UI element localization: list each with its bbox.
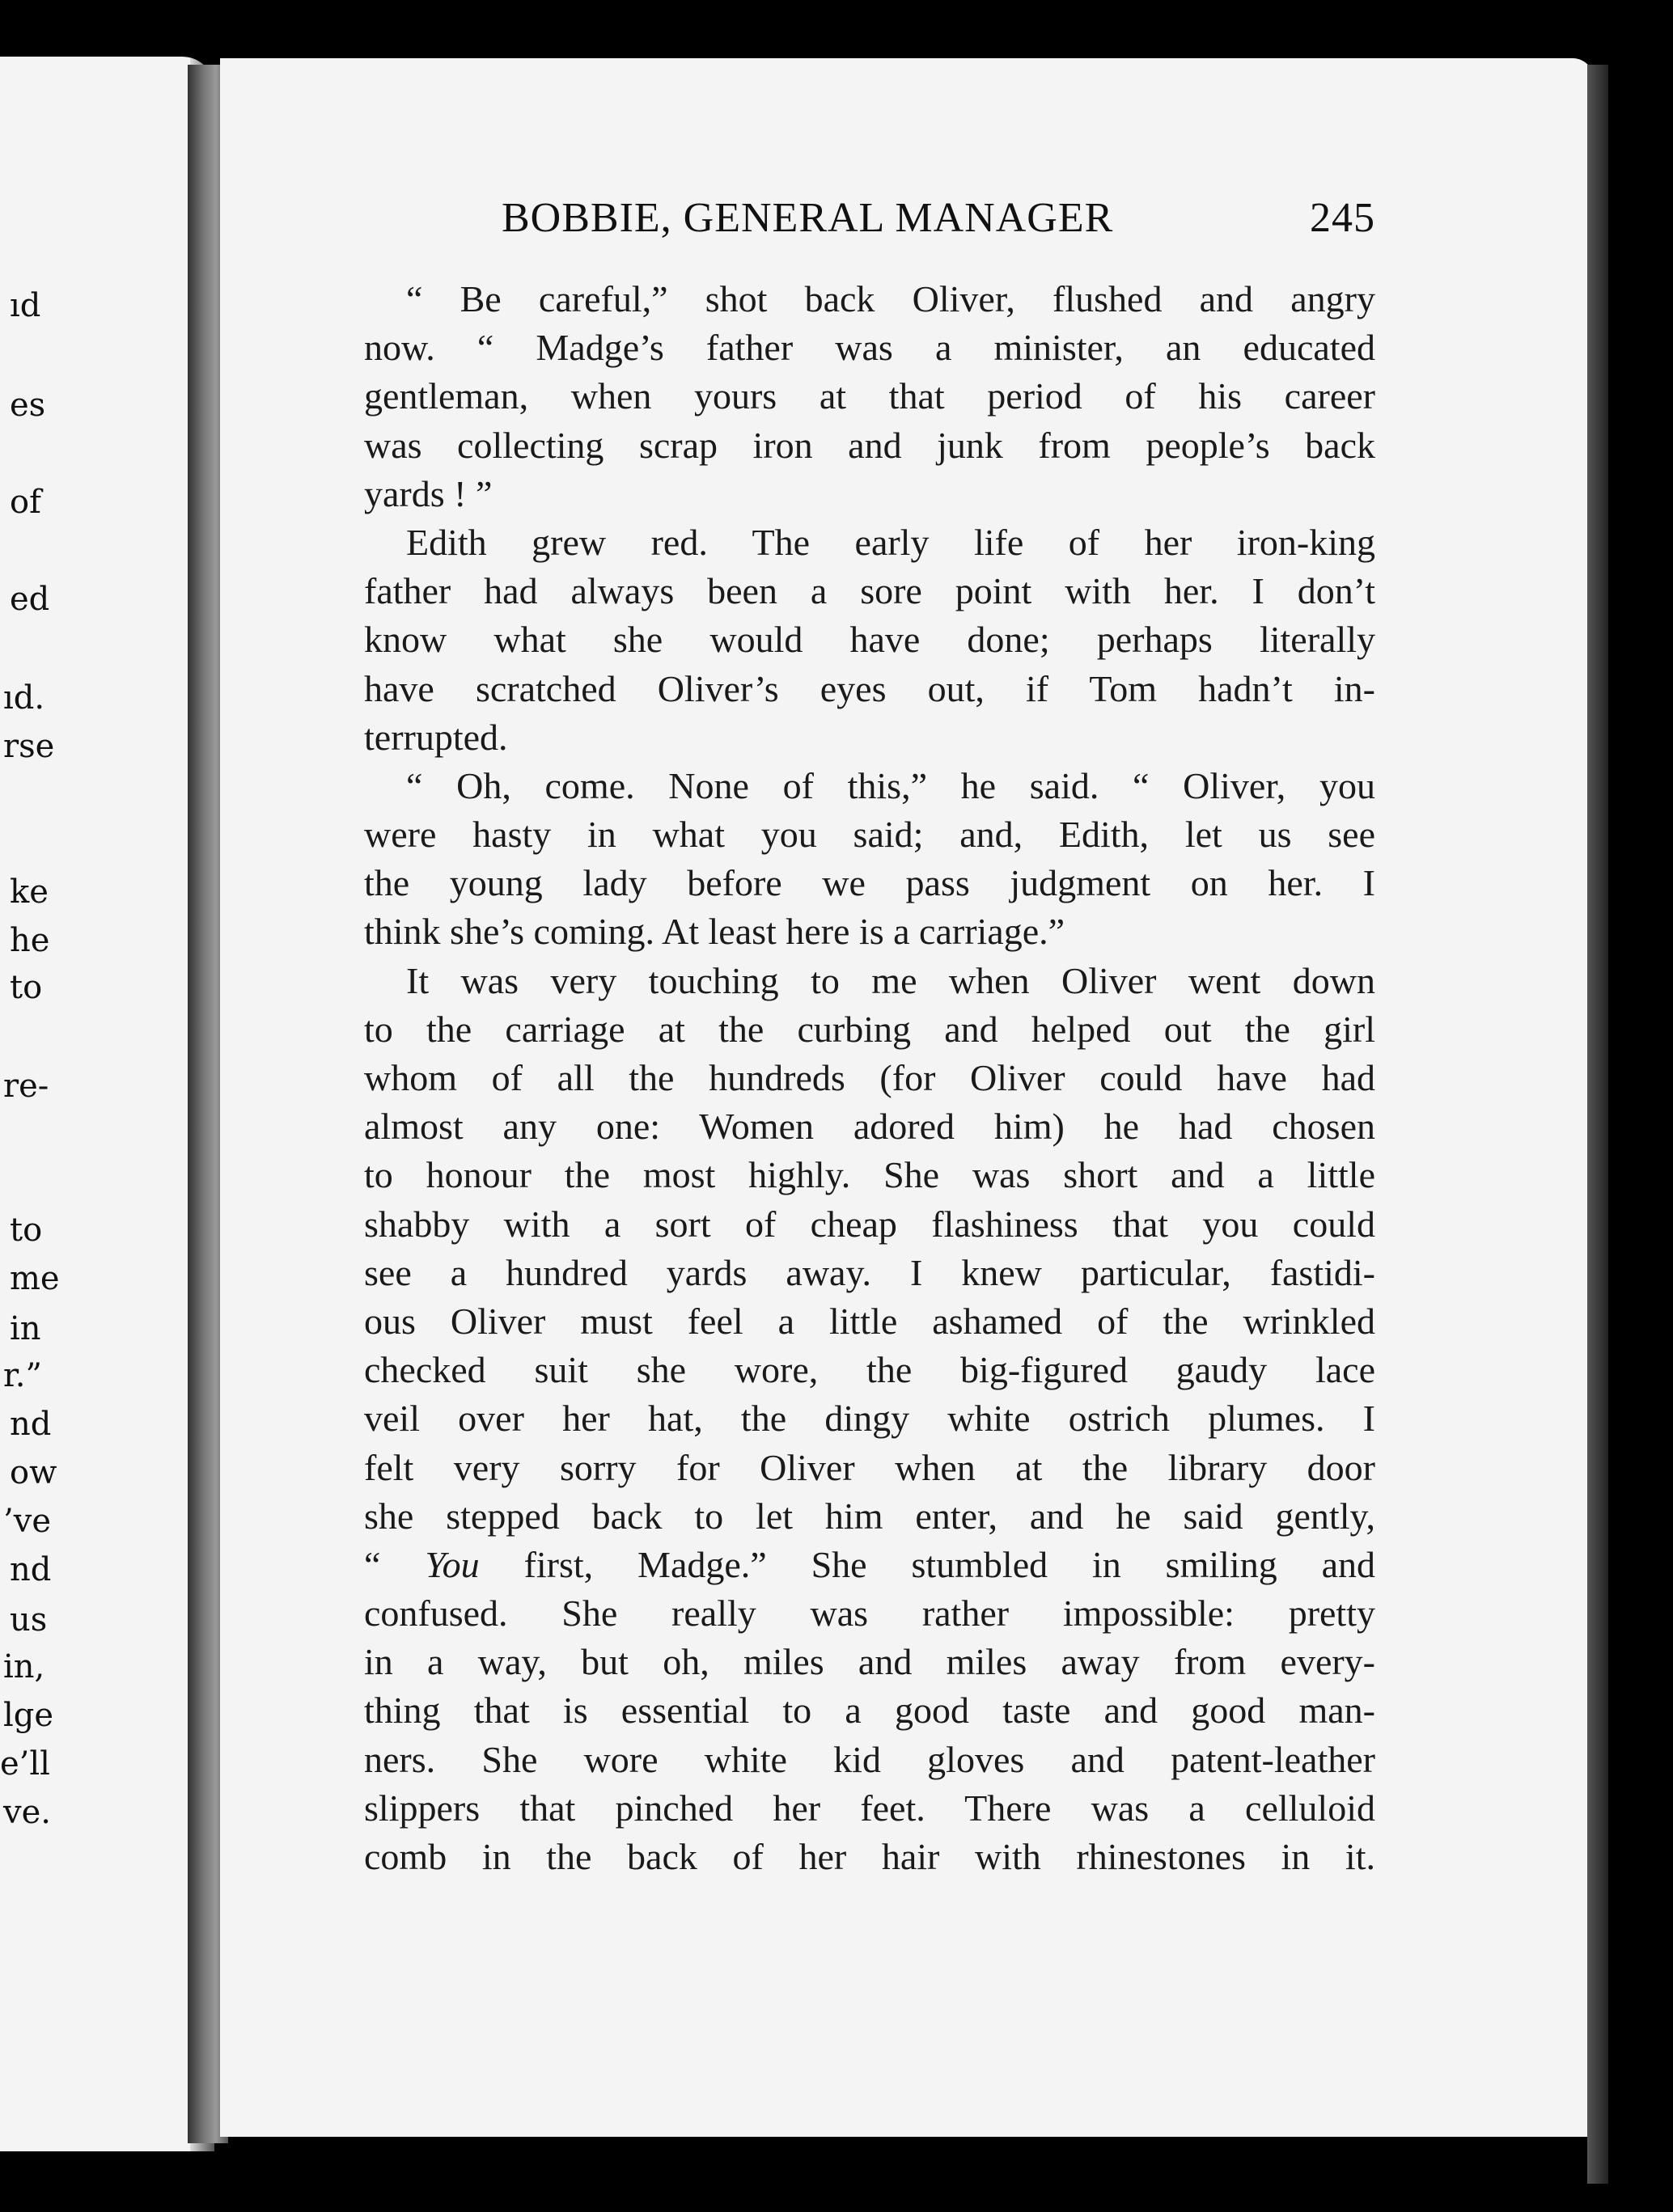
text-line: checked suit she wore, the big-figured gaudy lace [364,1349,1375,1391]
text-line: have scratched Oliver’s eyes out, if Tom hadn’t in- [364,667,1375,709]
facing-page-fragment: ıd. [3,679,45,717]
facing-page-fragment: lge [3,1697,54,1734]
text-run: “ [364,1543,426,1585]
facing-page-fragment: to [10,969,43,1006]
text-line: ous Oliver must feel a little ashamed of the wrinkled [364,1300,1375,1342]
text-line: felt very sorry for Oliver when at the library door [364,1446,1375,1488]
text-run: first, Madge.” She stumbled in smiling and [479,1543,1375,1585]
text-line: whom of all the hundreds (for Oliver could have had [364,1057,1375,1098]
text-line: slippers that pinched her feet. There was a celluloid [364,1787,1375,1829]
facing-page-fragment: in, [3,1648,45,1685]
text-line: ners. She wore white kid gloves and patent-leather [364,1738,1375,1780]
text-line: know what she would have done; perhaps literally [364,619,1375,661]
facing-page-fragment: to [10,1212,43,1249]
text-line: was collecting scrap iron and junk from people’s back [364,424,1375,466]
facing-page-fragment: es [10,387,46,424]
text-line: confused. She really was rather impossible: pretty [364,1592,1375,1635]
text-line: “ Be careful,” shot back Oliver, flushed and angry [406,278,1375,319]
facing-page-fragment: ve. [3,1794,51,1831]
text-line: see a hundred yards away. I knew particular, fastidi- [364,1251,1375,1293]
facing-page-fragment: e’ll [0,1745,50,1783]
facing-page-fragment: re- [3,1068,49,1105]
text-line: think she’s coming. At least here is a carriage.” [364,911,1065,953]
facing-page [0,57,214,2151]
text-line: father had always been a sore point with her. I don’t [364,570,1375,612]
text-line: were hasty in what you said; and, Edith, let us see [364,814,1375,856]
facing-page-fragment: ow [10,1454,57,1491]
text-line: the young lady before we pass judgment on her. I [364,862,1375,904]
text-line: veil over her hat, the dingy white ostrich plumes. I [364,1398,1375,1440]
facing-page-fragment: nd [10,1406,52,1443]
italic-word: You [425,1543,480,1585]
facing-page-fragment: of [10,484,41,521]
text-line: now. “ Madge’s father was a minister, an educated [364,327,1375,369]
text-line: shabby with a sort of cheap flashiness that you could [364,1203,1375,1245]
facing-page-fragment: in [10,1310,41,1347]
text-line: thing that is essential to a good taste and good man- [364,1690,1375,1732]
text-line: to honour the most highly. She was short and a little [364,1154,1375,1196]
facing-page-fragment: ıd [10,287,41,324]
text-line: terrupted. [364,716,508,758]
facing-page-fragment: ke [10,873,49,911]
facing-page-fragment: ed [10,581,50,618]
text-line: Edith grew red. The early life of her iron-king [406,521,1375,563]
text-line: almost any one: Women adored him) he had chosen [364,1106,1375,1148]
text-line: comb in the back of her hair with rhinestones in it. [364,1836,1375,1877]
facing-page-fragment: ’ve [3,1503,51,1540]
facing-page-fragment: nd [10,1551,52,1588]
text-line: yards ! ” [364,472,493,514]
facing-page-fragment: r.” [3,1357,42,1394]
text-line: she stepped back to let him enter, and he said gently, [364,1495,1375,1537]
facing-page-fragment: he [10,922,50,959]
facing-page-fragment: us [10,1601,48,1639]
running-head [502,194,1375,243]
page-body-text [364,275,1375,1881]
text-line: It was very touching to me when Oliver went down [406,959,1375,1001]
text-line: to the carriage at the curbing and helped out the girl [364,1008,1375,1050]
page-edge-shadow [1587,65,1608,2184]
text-line: gentleman, when yours at that period of his career [364,375,1375,417]
page-number: 245 [1310,195,1375,241]
facing-page-fragment: me [10,1260,60,1297]
running-title: BOBBIE, GENERAL MANAGER [502,195,1114,241]
text-line: in a way, but oh, miles and miles away from every- [364,1641,1375,1683]
text-line: “ Oh, come. None of this,” he said. “ Oliver, you [406,764,1375,806]
facing-page-fragment: rse [3,728,55,765]
text-line [364,1541,1375,1589]
